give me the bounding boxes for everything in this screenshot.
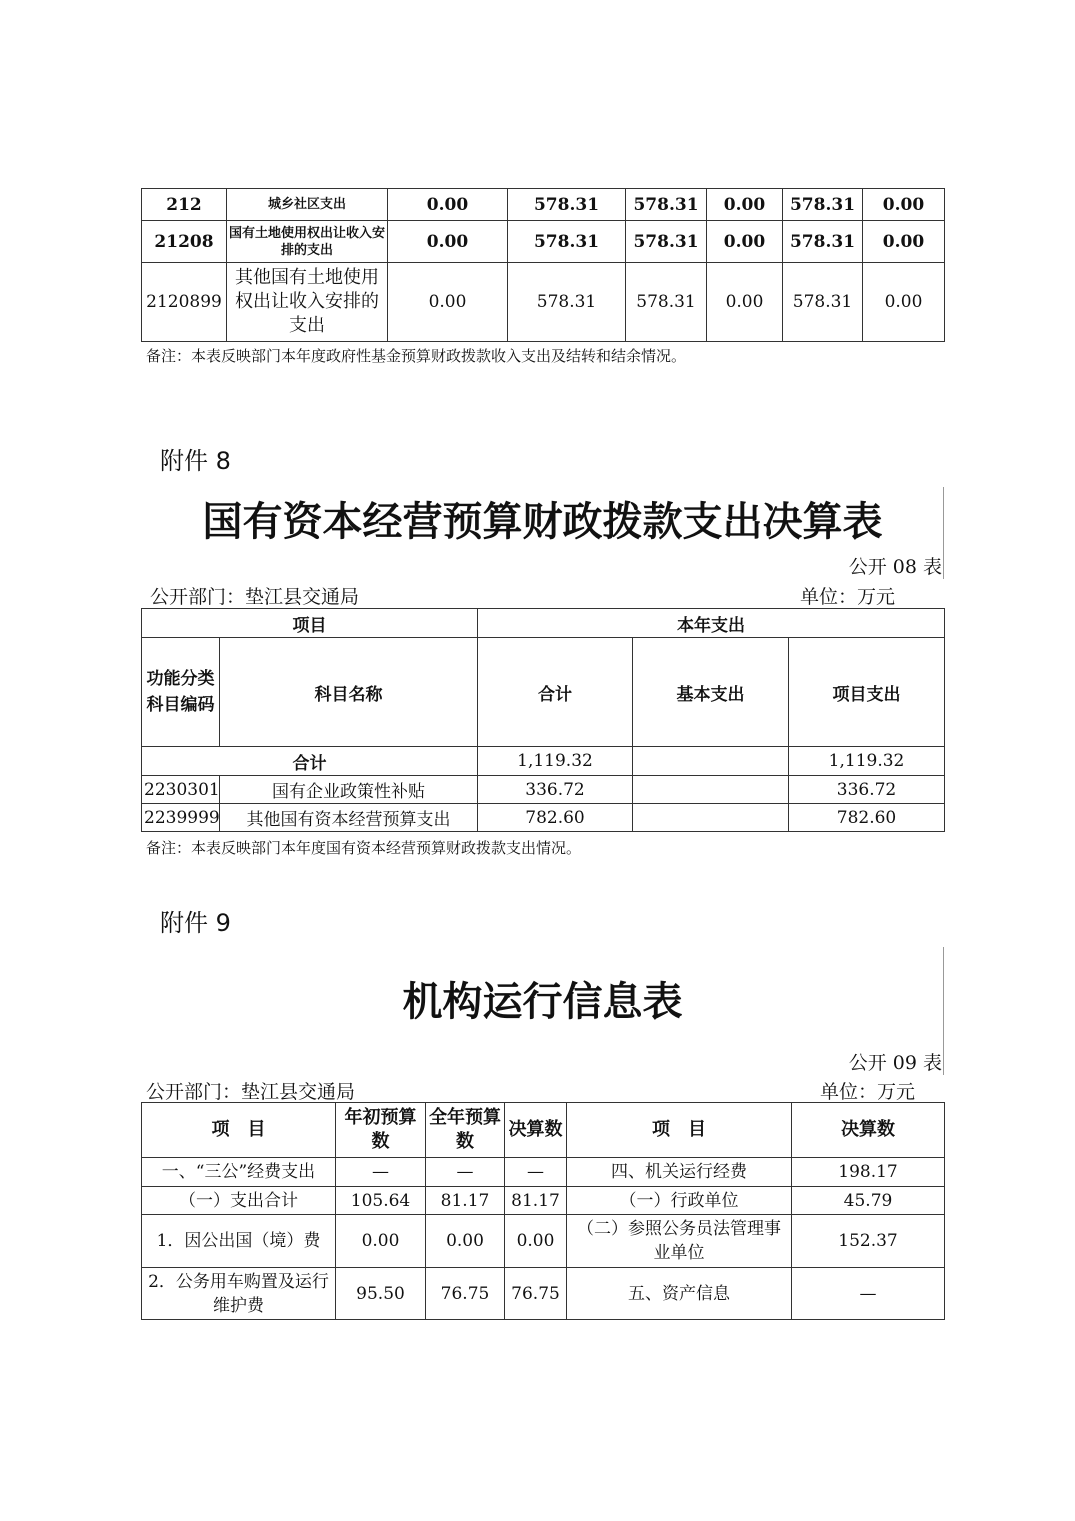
value-cell: 0.00 — [707, 221, 783, 263]
header-row — [142, 609, 945, 638]
header-code: 功能分类科目编码 — [142, 638, 220, 747]
value-cell: 95.50 — [336, 1268, 426, 1320]
form-number: 公开 08 表 — [848, 556, 942, 578]
value-cell: 578.31 — [626, 189, 707, 221]
table-row — [142, 189, 945, 221]
value-cell: 0.00 — [863, 263, 945, 342]
subject-name: 其他国有资本经营预算支出 — [220, 804, 478, 832]
header-project: 项目 — [142, 609, 478, 638]
value-cell: 578.31 — [626, 221, 707, 263]
value-cell: 45.79 — [792, 1187, 945, 1215]
value-cell: 1,119.32 — [789, 747, 945, 776]
row-label: （一）行政单位 — [567, 1187, 792, 1215]
value-cell: 105.64 — [336, 1187, 426, 1215]
header-row — [142, 1103, 945, 1158]
value-cell: 0.00 — [707, 189, 783, 221]
page-title: 国有资本经营预算财政拨款支出决算表 — [202, 498, 883, 545]
value-cell: 0.00 — [388, 263, 508, 342]
row-label: 五、资产信息 — [567, 1268, 792, 1320]
value-cell: — — [426, 1158, 505, 1187]
row-label: （一）支出合计 — [142, 1187, 336, 1215]
department-label: 公开部门：垫江县交通局 — [150, 586, 360, 608]
attachment-label: 附件 8 — [160, 447, 231, 475]
value-cell: 76.75 — [426, 1268, 505, 1320]
header-name: 科目名称 — [220, 638, 478, 747]
attachment-label: 附件 9 — [160, 909, 231, 937]
total-row — [142, 747, 945, 776]
subject-name: 国有土地使用权出让收入安排的支出 — [227, 221, 388, 263]
table-row — [142, 804, 945, 832]
table-row — [142, 221, 945, 263]
fund-budget-table — [141, 188, 945, 342]
header-project-left: 项 目 — [142, 1103, 336, 1158]
value-cell: 578.31 — [783, 221, 863, 263]
row-label: 2．公务用车购置及运行维护费 — [142, 1268, 336, 1320]
value-cell: 1,119.32 — [478, 747, 633, 776]
value-cell: 336.72 — [478, 776, 633, 804]
value-cell: 578.31 — [783, 263, 863, 342]
value-cell: 578.31 — [508, 221, 626, 263]
subject-code: 2230301 — [142, 776, 220, 804]
value-cell: 0.00 — [426, 1215, 505, 1268]
value-cell: 782.60 — [478, 804, 633, 832]
value-cell — [633, 747, 789, 776]
value-cell: 198.17 — [792, 1158, 945, 1187]
value-cell: 152.37 — [792, 1215, 945, 1268]
header-basic: 基本支出 — [633, 638, 789, 747]
page-title: 机构运行信息表 — [402, 978, 683, 1025]
header-final-right: 决算数 — [792, 1103, 945, 1158]
header-current-year: 本年支出 — [478, 609, 945, 638]
unit-label: 单位：万元 — [800, 586, 896, 608]
row-label: 1．因公出国（境）费 — [142, 1215, 336, 1268]
value-cell: 336.72 — [789, 776, 945, 804]
value-cell: 81.17 — [505, 1187, 567, 1215]
value-cell: 0.00 — [863, 189, 945, 221]
header-row — [142, 638, 945, 747]
department-label: 公开部门：垫江县交通局 — [146, 1081, 356, 1103]
value-cell: 0.00 — [388, 189, 508, 221]
table-row — [142, 1158, 945, 1187]
table-row — [142, 1187, 945, 1215]
header-initial-budget: 年初预算数 — [336, 1103, 426, 1158]
row-label: 四、机关运行经费 — [567, 1158, 792, 1187]
value-cell: — — [505, 1158, 567, 1187]
total-label: 合计 — [142, 747, 478, 776]
unit-label: 单位：万元 — [820, 1081, 916, 1103]
value-cell: 0.00 — [336, 1215, 426, 1268]
header-annual-budget: 全年预算数 — [426, 1103, 505, 1158]
institution-operation-table — [141, 1102, 945, 1320]
value-cell: 578.31 — [508, 263, 626, 342]
value-cell — [633, 776, 789, 804]
header-total: 合计 — [478, 638, 633, 747]
subject-code: 21208 — [142, 221, 227, 263]
value-cell — [633, 804, 789, 832]
table-row — [142, 776, 945, 804]
subject-code: 2239999 — [142, 804, 220, 832]
row-label: （二）参照公务员法管理事业单位 — [567, 1215, 792, 1268]
value-cell: 0.00 — [505, 1215, 567, 1268]
table-row — [142, 263, 945, 342]
value-cell: 81.17 — [426, 1187, 505, 1215]
value-cell: 0.00 — [863, 221, 945, 263]
subject-code: 212 — [142, 189, 227, 221]
table-row — [142, 1268, 945, 1320]
table-note: 备注：本表反映部门本年度国有资本经营预算财政拨款支出情况。 — [146, 839, 582, 857]
header-project-right: 项 目 — [567, 1103, 792, 1158]
header-item: 项目支出 — [789, 638, 945, 747]
value-cell: 782.60 — [789, 804, 945, 832]
subject-name: 国有企业政策性补贴 — [220, 776, 478, 804]
row-label: 一、“三公”经费支出 — [142, 1158, 336, 1187]
state-capital-table — [141, 608, 945, 832]
subject-name: 其他国有土地使用权出让收入安排的支出 — [227, 263, 388, 342]
value-cell: 0.00 — [388, 221, 508, 263]
value-cell: 0.00 — [707, 263, 783, 342]
form-number: 公开 09 表 — [848, 1052, 942, 1074]
value-cell: 578.31 — [783, 189, 863, 221]
value-cell: — — [792, 1268, 945, 1320]
subject-name: 城乡社区支出 — [227, 189, 388, 221]
subject-code: 2120899 — [142, 263, 227, 342]
table-note: 备注：本表反映部门本年度政府性基金预算财政拨款收入支出及结转和结余情况。 — [146, 347, 687, 365]
value-cell: 578.31 — [626, 263, 707, 342]
value-cell: — — [336, 1158, 426, 1187]
table-row — [142, 1215, 945, 1268]
header-final: 决算数 — [505, 1103, 567, 1158]
value-cell: 76.75 — [505, 1268, 567, 1320]
value-cell: 578.31 — [508, 189, 626, 221]
